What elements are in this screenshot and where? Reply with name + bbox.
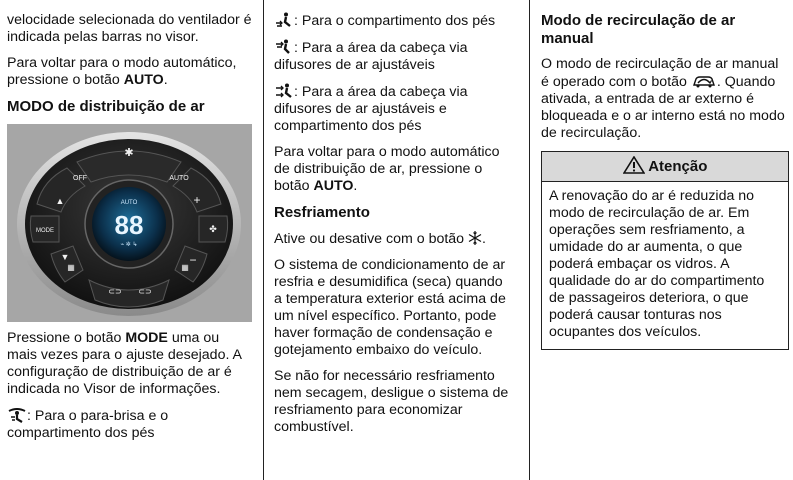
svg-text:▦: ▦ [67, 263, 75, 272]
recirculation-heading: Modo de recirculação de ar manual [541, 12, 736, 47]
svg-text:▼: ▼ [60, 252, 70, 262]
warning-box [541, 151, 789, 350]
head-item: : Para a área da cabeça via difusores de ar ajustáveis [274, 40, 468, 73]
windshield-feet-icon [7, 407, 27, 423]
climate-control-panel-drawing [7, 124, 252, 322]
climate-control-panel-photo [7, 124, 252, 322]
panel-auto-label: AUTO [169, 175, 189, 182]
svg-text:⊂⊃: ⊂⊃ [108, 287, 122, 296]
display-auto-label: AUTO [120, 200, 138, 206]
auto-distribution-paragraph: Para voltar para o modo automático de distribuição de ar, pressione o botão AUTO. [274, 144, 500, 194]
svg-text:✤: ✤ [209, 224, 217, 234]
svg-text:▦: ▦ [181, 263, 189, 272]
feet-item: : Para o compartimento dos pés [274, 12, 514, 30]
svg-text:⌁ ✲ ↳: ⌁ ✲ ↳ [120, 242, 138, 248]
mode-button-term: MODE [125, 330, 168, 346]
recirculation-icon [691, 73, 717, 89]
snowflake-icon [468, 230, 482, 246]
feet-icon [274, 12, 294, 28]
display-digits: 88 [114, 210, 144, 240]
auto-button-term: AUTO [313, 178, 354, 194]
mode-paragraph: Pressione o botão MODE uma ou mais vezes para o ajuste desejado. A configuração de distribuição de ar é indicada no Visor de informações. [7, 330, 242, 397]
recirculation-paragraph: O modo de recirculação de ar manual é operado com o botão . Quando ativada, a entrada de ar externo é bloqueada e o ar interno está no modo de recirculação. [541, 56, 785, 141]
panel-mode-label: MODE [36, 228, 54, 234]
svg-text:⊂⊃: ⊂⊃ [138, 287, 152, 296]
head-feet-item: : Para a área da cabeça via difusores de ar ajustáveis e compartimento dos pés [274, 84, 468, 134]
auto-button-term: AUTO [123, 72, 164, 88]
cooling-heading: Resfriamento [274, 204, 370, 221]
panel-off-label: OFF [73, 175, 87, 182]
column-middle [274, 12, 514, 445]
fan-speed-paragraph: velocidade selecionada do ventilador é indicada pelas barras no visor. [7, 12, 252, 45]
svg-text:−: − [189, 253, 197, 267]
warning-title: Atenção [648, 158, 708, 175]
warning-header [542, 152, 788, 182]
svg-text:✱: ✱ [124, 147, 134, 159]
column-divider-right [529, 0, 530, 480]
cooling-description: O sistema de condicionamento de ar resfria e desumidifica (seca) quando a temperatura exterior está acima de um nível específico. Portanto, pode haver formação de condensação e gotejamento embaixo do veículo. [274, 257, 506, 358]
windshield-feet-item: : Para o para-brisa e o compartimento dos pés [7, 408, 169, 441]
cooling-toggle-paragraph: Ative ou desative com o botão . [274, 231, 486, 247]
svg-text:▲: ▲ [55, 196, 65, 206]
cooling-off-paragraph: Se não for necessário resfriamento nem secagem, desligue o sistema de resfriamento para economizar combustível. [274, 368, 509, 435]
head-feet-icon [274, 83, 294, 99]
column-left [7, 0, 252, 451]
svg-text:+: + [193, 193, 201, 207]
warning-text: A renovação do ar é reduzida no modo de recirculação de ar. Em operações sem resfriamento, a umidade do ar aumenta, o que poderá embaçar os vidros. A qualidade do ar do compartimento de passageiros deteriora, o que poderá causar tonturas nos ocupantes dos veículos. [549, 188, 765, 340]
warning-icon [623, 155, 645, 173]
air-distribution-heading: MODO de distribuição de ar [7, 98, 205, 115]
head-icon [274, 39, 294, 55]
column-divider-left [263, 0, 264, 480]
auto-return-paragraph: Para voltar para o modo automático, pressione o botão AUTO. [7, 55, 237, 88]
column-right [541, 12, 789, 350]
